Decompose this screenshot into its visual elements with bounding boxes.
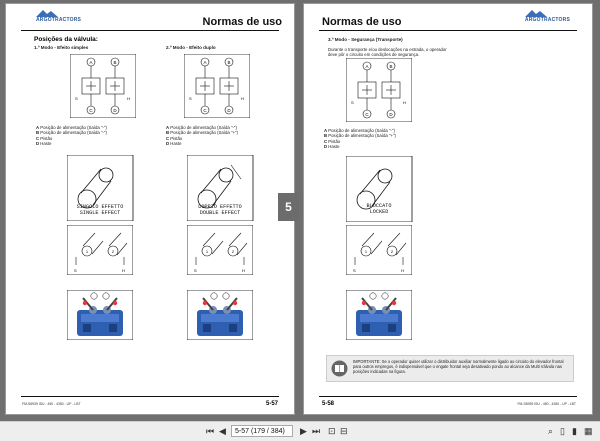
left-page bbox=[5, 3, 295, 415]
mode1-title: 1.º Modo - Efeito simples bbox=[34, 45, 89, 50]
valve-label-s: S bbox=[75, 96, 78, 101]
legend-item-b: B Posição de alimentação (Saída "-") bbox=[36, 130, 107, 136]
brand-logo bbox=[525, 9, 570, 23]
legend-item-c: C Pistão bbox=[36, 135, 53, 141]
handle-diagram-mode1 bbox=[67, 225, 133, 275]
valve-diagram-mode3 bbox=[346, 58, 412, 122]
legend-item-d: D Haste bbox=[36, 140, 52, 146]
mode3-title: 3.º Modo - Segurança (Transporte) bbox=[328, 37, 403, 42]
logo-text: ARGOTRACTORS bbox=[524, 17, 570, 23]
legend-item-c: C Pistão bbox=[166, 135, 183, 141]
fit-width-icon[interactable]: ⊟ bbox=[340, 426, 348, 436]
right-page bbox=[303, 3, 593, 415]
page-number: 5-58 bbox=[322, 401, 335, 407]
legend-mode3 bbox=[324, 128, 454, 149]
valve-label-a: A bbox=[203, 60, 207, 65]
chapter-tab[interactable]: 5 bbox=[278, 193, 299, 221]
valve-label-s: S bbox=[351, 100, 354, 105]
search-icon[interactable]: ⌕ bbox=[548, 426, 554, 436]
valve-photo-mode2 bbox=[187, 290, 253, 340]
fit-page-icon[interactable]: ⊡ bbox=[328, 426, 336, 436]
handle-label-1: 1 bbox=[364, 249, 368, 254]
valve-label-d: D bbox=[227, 108, 231, 113]
valve-label-c: C bbox=[203, 108, 207, 113]
handle-diagram-mode3 bbox=[346, 225, 412, 275]
caption-mode3: BLOCCATO LOCKED bbox=[366, 203, 392, 215]
valve-label-h: H bbox=[127, 96, 130, 101]
valve-label-d: D bbox=[389, 112, 393, 117]
section-title: Posições da válvula: bbox=[34, 36, 98, 43]
last-page-icon[interactable]: ⏭ bbox=[312, 426, 321, 436]
valve-label-h: H bbox=[241, 96, 244, 101]
valve-label-a: A bbox=[365, 64, 369, 69]
handle-label-1: 1 bbox=[205, 249, 209, 254]
handle-label-s: S bbox=[194, 268, 197, 273]
first-page-icon[interactable]: ⏮ bbox=[206, 426, 215, 436]
important-note bbox=[326, 355, 574, 382]
prev-page-icon[interactable]: ◀ bbox=[219, 426, 226, 436]
valve-label-d: D bbox=[113, 108, 117, 113]
handle-label-s: S bbox=[74, 268, 77, 273]
valve-label-b: B bbox=[227, 60, 231, 65]
footer-rule bbox=[21, 396, 279, 397]
legend-item-c: C Pistão bbox=[324, 138, 341, 144]
handle-label-2: 2 bbox=[390, 249, 394, 254]
valve-photo-mode3 bbox=[346, 290, 412, 340]
page-title: Normas de uso bbox=[322, 16, 402, 28]
legend-mode1 bbox=[36, 125, 161, 146]
caption-mode1: SINGOLO EFFETTO SINGLE EFFECT bbox=[76, 204, 124, 216]
valve-label-c: C bbox=[89, 108, 93, 113]
legend-item-b: B Posição de alimentação (Saída "+") bbox=[324, 133, 396, 139]
viewer-toolbar bbox=[0, 421, 600, 441]
valve-label-c: C bbox=[365, 112, 369, 117]
handle-label-1: 1 bbox=[85, 249, 89, 254]
handle-label-s: S bbox=[353, 268, 356, 273]
brand-logo bbox=[36, 9, 81, 23]
header-rule bbox=[21, 30, 279, 31]
valve-diagram-mode1 bbox=[70, 54, 136, 118]
mode3-body-text: Durante o transporte e/ou deslocações na estrada, o operador deve pôr o circuito em condições de segurança. bbox=[328, 47, 447, 58]
mode2-title: 2.º Modo - Efeito duplo bbox=[166, 45, 216, 50]
legend-item-d: D Haste bbox=[324, 143, 340, 149]
handle-label-h: H bbox=[122, 268, 125, 273]
valve-label-b: B bbox=[113, 60, 117, 65]
legend-item-a: A Posição de alimentação (Saída "-") bbox=[324, 128, 395, 133]
page-title: Normas de uso bbox=[202, 16, 282, 28]
handle-label-h: H bbox=[242, 268, 245, 273]
footer-rule bbox=[319, 396, 577, 397]
legend-item-b: B Posição de alimentação (Saída "+") bbox=[166, 130, 238, 136]
header-rule bbox=[319, 30, 577, 31]
legend-item-d: D Haste bbox=[166, 140, 182, 146]
valve-label-h: H bbox=[403, 100, 406, 105]
valve-label-b: B bbox=[389, 64, 393, 69]
grid-view-icon[interactable]: ▦ bbox=[584, 426, 593, 436]
next-page-icon[interactable]: ▶ bbox=[300, 426, 307, 436]
book-info-icon bbox=[331, 360, 348, 377]
single-page-icon[interactable]: ▯ bbox=[560, 426, 565, 436]
footer-text: FM-S6939 ISU - 450 - 4350 - UP - LBT bbox=[517, 402, 576, 406]
important-text: IMPORTANTE: Se o operador quiser utilizar o distribuidor auxiliar normalmente ligado ao circuito do elevador frontal para outros empregos, é indispensável que o engate frontal seja desativado pondo ao alcance da Multi Válvula nas posições indicadas na figura. bbox=[353, 359, 564, 375]
two-page-icon[interactable]: ▮ bbox=[572, 426, 577, 436]
handle-label-2: 2 bbox=[231, 249, 235, 254]
mountain-logo-icon bbox=[525, 9, 547, 17]
valve-label-a: A bbox=[89, 60, 93, 65]
caption-mode2: DOPPIO EFFETTO DOUBLE EFFECT bbox=[198, 204, 242, 216]
legend-item-a: A Posição de alimentação (Saída "-") bbox=[36, 125, 107, 130]
legend-item-a: A Posição de alimentação (Saída "-") bbox=[166, 125, 237, 130]
valve-photo-mode1 bbox=[67, 290, 133, 340]
page-number: 5-57 bbox=[265, 401, 278, 407]
handle-diagram-mode2 bbox=[187, 225, 253, 275]
legend-mode2 bbox=[166, 125, 291, 146]
valve-diagram-mode2 bbox=[184, 54, 250, 118]
logo-text: ARGOTRACTORS bbox=[36, 17, 82, 23]
handle-label-2: 2 bbox=[111, 249, 115, 254]
valve-label-s: S bbox=[189, 96, 192, 101]
footer-text: FM-S6939 ISU - 450 - 4350 - UP - LBT bbox=[22, 402, 81, 406]
mountain-logo-icon bbox=[36, 9, 58, 17]
handle-label-h: H bbox=[401, 268, 404, 273]
page-number-input[interactable]: 5-57 (179 / 384) bbox=[231, 425, 293, 437]
